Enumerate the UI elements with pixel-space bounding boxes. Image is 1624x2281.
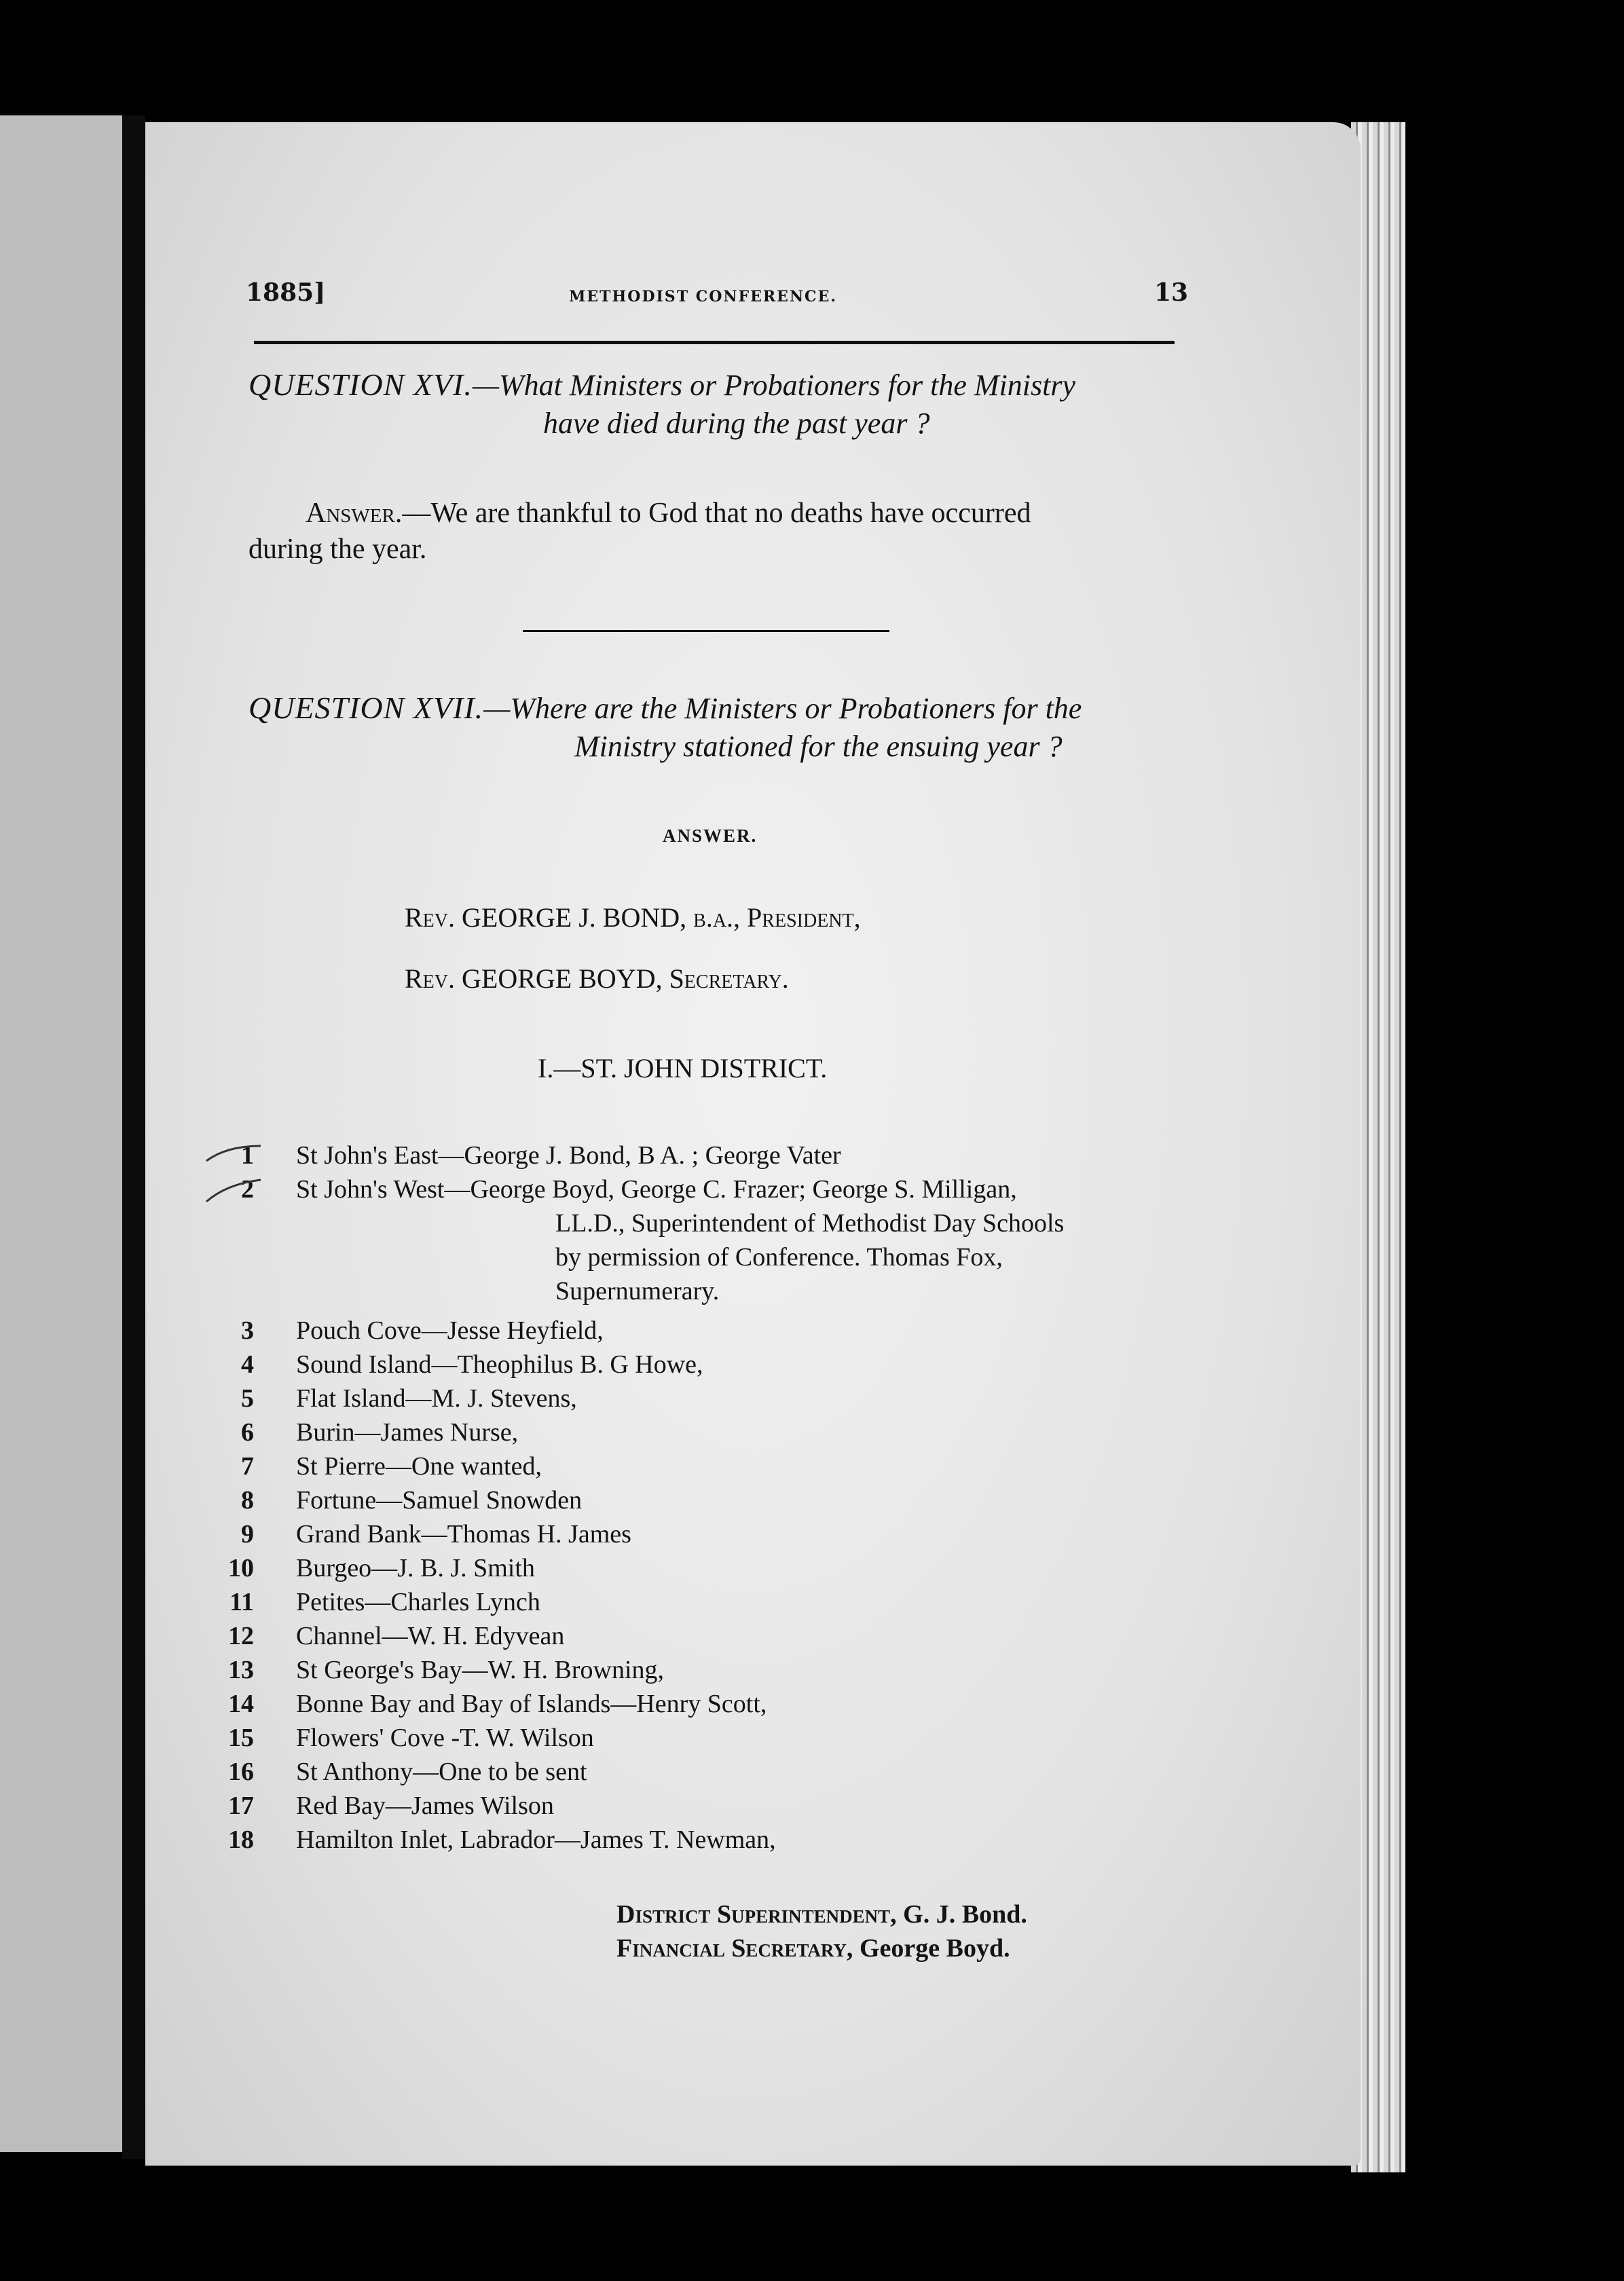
station-entry: Hamilton Inlet, Labrador—James T. Newman,: [296, 1825, 776, 1854]
district-heading: I.—ST. JOHN DISTRICT.: [538, 1053, 828, 1083]
financial-name: George Boyd.: [859, 1934, 1010, 1963]
financial-secretary-line: [616, 1933, 1010, 1963]
station-entry: St John's West—George Boyd, George C. Frazer; George S. Milligan,: [296, 1175, 1017, 1204]
station-number: 13: [228, 1656, 254, 1684]
book-spine: [122, 115, 145, 2159]
station-entry: Grand Bank—Thomas H. James: [296, 1520, 631, 1549]
q16-answer-line2: during the year.: [248, 534, 427, 565]
q16-line2: have died during the past year ?: [543, 407, 930, 440]
q17-label: QUESTION XVII.: [248, 690, 484, 725]
president-degree: b.a.,: [693, 902, 741, 933]
station-number: 17: [228, 1792, 254, 1820]
station-number: 3: [241, 1316, 254, 1345]
station-number: 16: [228, 1758, 254, 1786]
station-entry: Petites—Charles Lynch: [296, 1588, 540, 1616]
station-entry: Red Bay—James Wilson: [296, 1792, 554, 1820]
station-continuation: Supernumerary.: [555, 1277, 720, 1305]
station-entry: St George's Bay—W. H. Browning,: [296, 1656, 665, 1684]
q17-line2: Ministry stationed for the ensuing year ?: [574, 730, 1063, 763]
q16-answer-label: Answer.: [306, 498, 403, 529]
financial-role: Financial Secretary,: [616, 1934, 853, 1963]
station-number: 11: [229, 1588, 254, 1616]
station-continuation: LL.D., Superintendent of Methodist Day Schools: [555, 1209, 1065, 1238]
book-page: [145, 122, 1361, 2166]
station-number: 15: [228, 1724, 254, 1752]
station-entry: St Anthony—One to be sent: [296, 1758, 587, 1786]
secretary-title: Secretary.: [669, 963, 789, 994]
previous-page-edge: [0, 115, 129, 2152]
station-number: 18: [228, 1825, 254, 1854]
station-entry: Sound Island—Theophilus B. G Howe,: [296, 1350, 703, 1379]
secretary-prefix: Rev.: [405, 963, 456, 994]
station-entry: Flowers' Cove -T. W. Wilson: [296, 1724, 594, 1752]
q16-answer-line1: [306, 497, 1031, 530]
station-number: 8: [241, 1486, 254, 1515]
superintendent-name: G. J. Bond.: [903, 1900, 1027, 1929]
district-superintendent-line: [616, 1899, 1027, 1929]
section-divider: [523, 630, 889, 632]
station-continuation: by permission of Conference. Thomas Fox,: [555, 1243, 1003, 1272]
header-year: 1885]: [246, 278, 326, 307]
station-entry: St John's East—George J. Bond, B A. ; George Vater: [296, 1141, 841, 1170]
page-number: 13: [1154, 278, 1189, 307]
station-number: 9: [241, 1520, 254, 1549]
president-line: [405, 902, 861, 933]
president-title: President,: [747, 902, 861, 933]
header-rule: [254, 341, 1175, 344]
station-number: 14: [228, 1690, 254, 1718]
station-number: 10: [228, 1554, 254, 1582]
president-name: GEORGE J. BOND,: [462, 902, 687, 933]
station-number: 2: [241, 1175, 254, 1204]
q16-label: QUESTION XVI.: [248, 367, 473, 402]
station-entry: Bonne Bay and Bay of Islands—Henry Scott,: [296, 1690, 767, 1718]
station-entry: Burgeo—J. B. J. Smith: [296, 1554, 535, 1582]
station-number: 5: [241, 1384, 254, 1413]
station-entry: Pouch Cove—Jesse Heyfield,: [296, 1316, 604, 1345]
station-entry: St Pierre—One wanted,: [296, 1452, 542, 1481]
president-prefix: Rev.: [405, 902, 456, 933]
station-entry: Burin—James Nurse,: [296, 1418, 519, 1447]
pencil-tick-marks: [200, 1134, 281, 1208]
station-entry: Flat Island—M. J. Stevens,: [296, 1384, 577, 1413]
station-entry: Channel—W. H. Edyvean: [296, 1622, 565, 1650]
station-number: 12: [228, 1622, 254, 1650]
q17-text1: —Where are the Ministers or Probationers for the: [483, 692, 1082, 725]
q16-answer-text1: —We are thankful to God that no deaths have occurred: [402, 498, 1031, 529]
running-title: METHODIST CONFERENCE.: [569, 288, 837, 305]
secretary-name: GEORGE BOYD,: [462, 963, 663, 994]
q17-line1: [248, 690, 1082, 726]
station-number: 7: [241, 1452, 254, 1481]
q16-line1: [248, 367, 1075, 403]
q16-text1: —What Ministers or Probationers for the Ministry: [472, 369, 1076, 402]
station-number: 1: [241, 1141, 254, 1170]
superintendent-role: District Superintendent,: [616, 1900, 897, 1929]
station-number: 4: [241, 1350, 254, 1379]
station-entry: Fortune—Samuel Snowden: [296, 1486, 583, 1515]
station-number: 6: [241, 1418, 254, 1447]
secretary-line: [405, 963, 789, 995]
answer-heading: ANSWER.: [663, 826, 758, 846]
